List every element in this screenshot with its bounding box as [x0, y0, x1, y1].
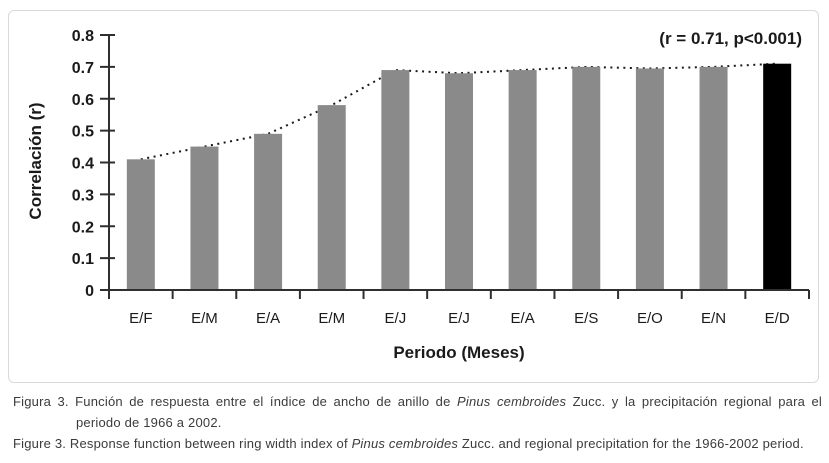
bar-E-A-2 — [254, 134, 282, 290]
x-tick-label: E/O — [636, 310, 663, 327]
species-name-italic: Pinus cembroides — [456, 394, 567, 409]
caption-text: Figura 3. Función de respuesta entre el índice de ancho de anillo de — [13, 394, 457, 409]
caption-text: Figure 3. Response function between ring width index of — [13, 436, 352, 451]
y-tick-label: 0.4 — [71, 155, 94, 173]
bar-E-J-4 — [381, 70, 409, 290]
bar-E-A-6 — [509, 70, 537, 290]
x-tick-label: E/J — [384, 310, 407, 327]
x-axis-title: Periodo (Meses) — [393, 343, 525, 362]
bar-E-O-8 — [636, 68, 664, 290]
x-tick-label: E/N — [701, 310, 727, 327]
caption-spanish-line1 — [13, 393, 822, 410]
x-tick-label: E/F — [129, 310, 153, 327]
y-tick-label: 0.6 — [71, 91, 94, 109]
x-tick-label: E/A — [510, 310, 535, 327]
chart-figure-box — [8, 10, 819, 383]
species-name-italic: Pinus cembroides — [351, 436, 459, 451]
bar-E-J-5 — [445, 73, 473, 290]
bar-chart — [9, 11, 818, 382]
x-tick-label: E/D — [764, 310, 790, 327]
bar-E-F-0 — [127, 159, 155, 290]
bar-E-M-3 — [318, 105, 346, 290]
bar-E-M-1 — [190, 147, 218, 290]
y-tick-label: 0.8 — [71, 28, 94, 45]
x-tick-label: E/S — [574, 310, 599, 327]
x-tick-label: E/M — [191, 310, 218, 327]
correlation-annotation: (r = 0.71, p<0.001) — [659, 29, 802, 48]
x-tick-label: E/M — [318, 310, 346, 327]
x-tick-label: E/J — [448, 310, 470, 327]
caption-english-line — [13, 435, 804, 452]
y-tick-label: 0.3 — [71, 187, 94, 205]
bar-E-S-7 — [572, 67, 600, 290]
y-tick-label: 0.5 — [71, 123, 94, 141]
y-axis-title: Correlación (r) — [26, 102, 45, 220]
caption-text: periodo de 1966 a 2002. — [76, 415, 222, 430]
caption-text: Zucc. y la precipitación regional para el — [566, 394, 822, 409]
y-tick-label: 0 — [85, 283, 94, 300]
y-tick-label: 0.1 — [71, 251, 94, 269]
caption-spanish-line2 — [76, 414, 222, 431]
bar-E-D-10 — [763, 64, 791, 290]
caption-text: Zucc. and regional precipitation for the 1966-2002 period. — [458, 436, 804, 451]
y-tick-label: 0.2 — [71, 219, 94, 237]
y-tick-label: 0.7 — [71, 59, 94, 77]
x-tick-label: E/A — [255, 310, 281, 327]
bar-E-N-9 — [700, 67, 728, 290]
